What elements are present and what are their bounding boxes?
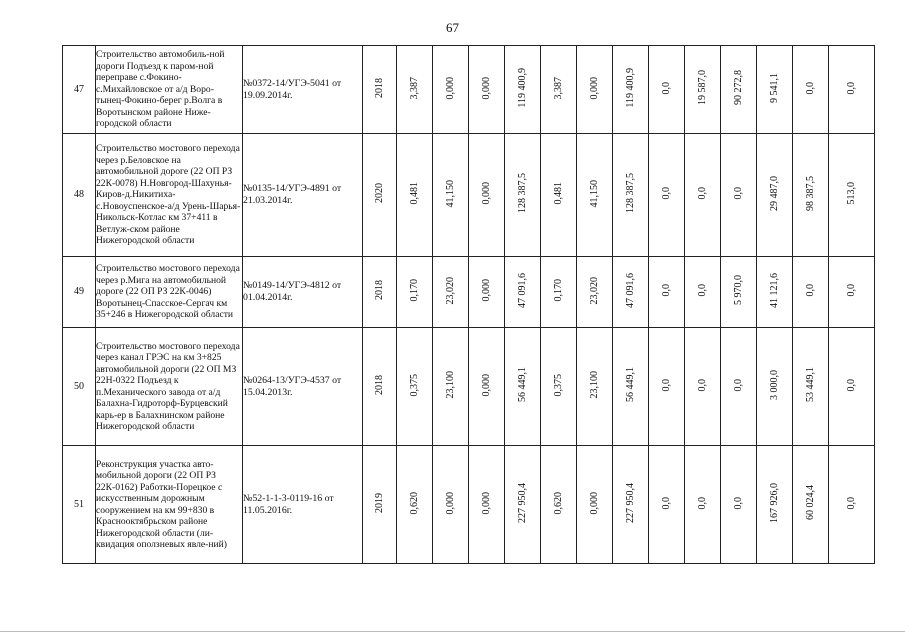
value-text: 119 400,9 (624, 67, 636, 108)
table-row (63, 328, 875, 446)
value-text: 47 091,6 (516, 272, 528, 308)
value-cell (363, 134, 397, 257)
value-cell (469, 46, 505, 134)
value-text: 0,0 (696, 284, 708, 297)
value-cell (577, 134, 613, 257)
value-cell (541, 446, 577, 564)
value-text: 23,020 (444, 276, 456, 304)
value-text: 0,000 (480, 182, 492, 205)
value-text: 9 541,1 (768, 72, 780, 103)
value-text: 167 926,0 (768, 482, 780, 523)
value-cell (793, 134, 829, 257)
value-text: 23,100 (444, 371, 456, 399)
value-cell (397, 446, 433, 564)
value-text: 19 587,0 (696, 70, 708, 106)
value-text: 227 950,4 (516, 482, 528, 523)
value-text: 0,375 (408, 373, 420, 396)
row-number: 48 (63, 134, 96, 257)
value-text: 53 449,1 (804, 367, 816, 403)
project-description: Строительство мостового перехода через канал ГРЭС на км 3+825 автомобильной дороги (22 ОП МЗ 22Н-0322 Подъезд к п.Механического завода от а/д Балахна-Гидроторф-Бурцевский карь-ер в Балахнинском районе Нижегородской области (96, 328, 243, 446)
value-text: 2018 (373, 77, 385, 98)
value-cell (363, 257, 397, 328)
value-cell (829, 46, 875, 134)
value-text: 0,0 (804, 284, 816, 297)
value-text: 29 487,0 (768, 175, 780, 211)
value-cell (613, 46, 649, 134)
value-cell (397, 134, 433, 257)
row-number: 49 (63, 257, 96, 328)
value-cell (505, 328, 541, 446)
value-text: 0,0 (845, 496, 857, 509)
value-cell (363, 446, 397, 564)
value-cell (793, 446, 829, 564)
value-cell (613, 134, 649, 257)
value-cell (613, 257, 649, 328)
value-text: 0,0 (660, 496, 672, 509)
value-cell (649, 46, 685, 134)
value-cell (793, 328, 829, 446)
value-text: 47 091,6 (624, 272, 636, 308)
value-text: 0,0 (845, 81, 857, 94)
value-cell (829, 257, 875, 328)
value-cell (721, 134, 757, 257)
value-cell (505, 446, 541, 564)
value-text: 0,0 (732, 378, 744, 391)
value-text: 0,0 (845, 378, 857, 391)
row-number: 51 (63, 446, 96, 564)
value-text: 2018 (373, 374, 385, 395)
expertise-document: №0135-14/УГЭ-4891 от 21.03.2014г. (243, 134, 363, 257)
value-text: 3,387 (408, 76, 420, 99)
row-number: 47 (63, 46, 96, 134)
table-row (63, 134, 875, 257)
value-cell (757, 134, 793, 257)
row-number: 50 (63, 328, 96, 446)
value-cell (577, 328, 613, 446)
value-text: 0,620 (408, 491, 420, 514)
value-cell (721, 257, 757, 328)
value-text: 0,0 (696, 378, 708, 391)
table-body (63, 46, 875, 564)
value-text: 0,0 (845, 284, 857, 297)
value-text: 41 121,6 (768, 272, 780, 308)
table-row (63, 46, 875, 134)
value-text: 23,100 (588, 371, 600, 399)
value-text: 0,000 (480, 279, 492, 302)
value-cell (469, 134, 505, 257)
value-cell (433, 257, 469, 328)
value-text: 0,620 (552, 491, 564, 514)
value-cell (433, 446, 469, 564)
value-text: 0,000 (588, 491, 600, 514)
value-text: 0,0 (660, 81, 672, 94)
value-cell (685, 134, 721, 257)
value-text: 0,170 (552, 279, 564, 302)
value-cell (649, 446, 685, 564)
value-cell (541, 257, 577, 328)
value-cell (363, 46, 397, 134)
value-text: 0,0 (696, 187, 708, 200)
value-cell (469, 446, 505, 564)
value-cell (577, 446, 613, 564)
project-description: Строительство мостового перехода через р.Беловское на автомобильной дороге (22 ОП РЗ 22К-0078) Н.Новгород-Шахунья-Киров-д.Никитиха-с.Новоуспенское-а/д Урень-Шарья-Никольск-Котлас км 37+411 в Ветлуж-ском районе Нижегородской области (96, 134, 243, 257)
value-cell (433, 328, 469, 446)
value-text: 60 024,4 (804, 485, 816, 521)
project-description: Строительство мостового перехода через р.Мига на автомобильной дороге (22 ОП РЗ 22К-0046) Воротынец-Спасское-Сергач км 35+246 в Нижегородской области (96, 257, 243, 328)
value-text: 0,000 (480, 491, 492, 514)
value-cell (793, 257, 829, 328)
value-text: 0,0 (732, 187, 744, 200)
value-text: 3 000,0 (768, 369, 780, 400)
value-cell (363, 328, 397, 446)
value-text: 128 387,5 (624, 173, 636, 214)
value-text: 0,0 (660, 187, 672, 200)
value-cell (829, 446, 875, 564)
value-text: 3,387 (552, 76, 564, 99)
value-cell (433, 46, 469, 134)
page-number: 67 (446, 20, 459, 35)
value-cell (829, 134, 875, 257)
value-cell (685, 446, 721, 564)
value-text: 41,150 (444, 179, 456, 207)
value-cell (541, 328, 577, 446)
project-description: Реконструкция участка авто-мобильной дороги (22 ОП РЗ 22К-0162) Работки-Порецкое с искусственным дорожным сооружением на км 99+830 в Краснооктябрьском районе Нижегородской области (ли-квидация оползневых явле-ний) (96, 446, 243, 564)
value-cell (397, 328, 433, 446)
value-text: 0,0 (804, 81, 816, 94)
value-text: 0,000 (480, 373, 492, 396)
value-text: 0,000 (444, 491, 456, 514)
value-cell (613, 328, 649, 446)
value-text: 227 950,4 (624, 482, 636, 523)
value-text: 0,375 (552, 373, 564, 396)
scan-edge-line (0, 631, 905, 632)
value-cell (433, 134, 469, 257)
value-cell (541, 134, 577, 257)
value-text: 2019 (373, 492, 385, 513)
value-cell (397, 257, 433, 328)
value-cell (757, 328, 793, 446)
value-text: 23,020 (588, 276, 600, 304)
value-text: 0,170 (408, 279, 420, 302)
value-text: 0,000 (588, 76, 600, 99)
value-cell (505, 46, 541, 134)
value-cell (685, 46, 721, 134)
value-text: 128 387,5 (516, 173, 528, 214)
value-cell (505, 257, 541, 328)
value-cell (649, 328, 685, 446)
value-cell (829, 328, 875, 446)
value-cell (505, 134, 541, 257)
value-text: 0,0 (660, 378, 672, 391)
value-cell (397, 46, 433, 134)
value-text: 2020 (373, 183, 385, 204)
value-text: 2018 (373, 280, 385, 301)
value-cell (649, 257, 685, 328)
table-row (63, 257, 875, 328)
value-cell (469, 257, 505, 328)
value-cell (685, 257, 721, 328)
value-cell (721, 446, 757, 564)
value-text: 0,0 (732, 496, 744, 509)
value-text: 5 970,0 (732, 275, 744, 306)
expertise-document: №0149-14/УГЭ-4812 от 01.04.2014г. (243, 257, 363, 328)
value-cell (577, 46, 613, 134)
value-text: 41,150 (588, 179, 600, 207)
value-text: 56 449,1 (516, 367, 528, 403)
value-cell (469, 328, 505, 446)
value-text: 0,000 (444, 76, 456, 99)
value-text: 0,000 (480, 76, 492, 99)
value-cell (685, 328, 721, 446)
value-cell (649, 134, 685, 257)
expertise-document: №52-1-1-3-0119-16 от 11.05.2016г. (243, 446, 363, 564)
value-cell (793, 46, 829, 134)
value-text: 0,0 (660, 284, 672, 297)
value-cell (757, 46, 793, 134)
value-text: 90 272,8 (732, 70, 744, 106)
expertise-document: №0372-14/УГЭ-5041 от 19.09.2014г. (243, 46, 363, 134)
value-text: 98 387,5 (804, 175, 816, 211)
table-row (63, 446, 875, 564)
value-text: 0,481 (552, 182, 564, 205)
project-description: Строительство автомобиль-ной дороги Подъезд к паром-ной переправе с.Фокино-с.Михайловское от а/д Воро-тынец-Фокино-берег р.Волга в Воротынском районе Ниже-городской области (96, 46, 243, 134)
value-text: 0,0 (696, 496, 708, 509)
value-text: 119 400,9 (516, 67, 528, 108)
value-cell (541, 46, 577, 134)
value-cell (757, 446, 793, 564)
value-cell (757, 257, 793, 328)
value-cell (721, 328, 757, 446)
value-text: 56 449,1 (624, 367, 636, 403)
value-text: 513,0 (845, 182, 857, 205)
value-cell (721, 46, 757, 134)
value-cell (613, 446, 649, 564)
value-text: 0,481 (408, 182, 420, 205)
investment-table (62, 45, 875, 564)
expertise-document: №0264-13/УГЭ-4537 от 15.04.2013г. (243, 328, 363, 446)
value-cell (577, 257, 613, 328)
